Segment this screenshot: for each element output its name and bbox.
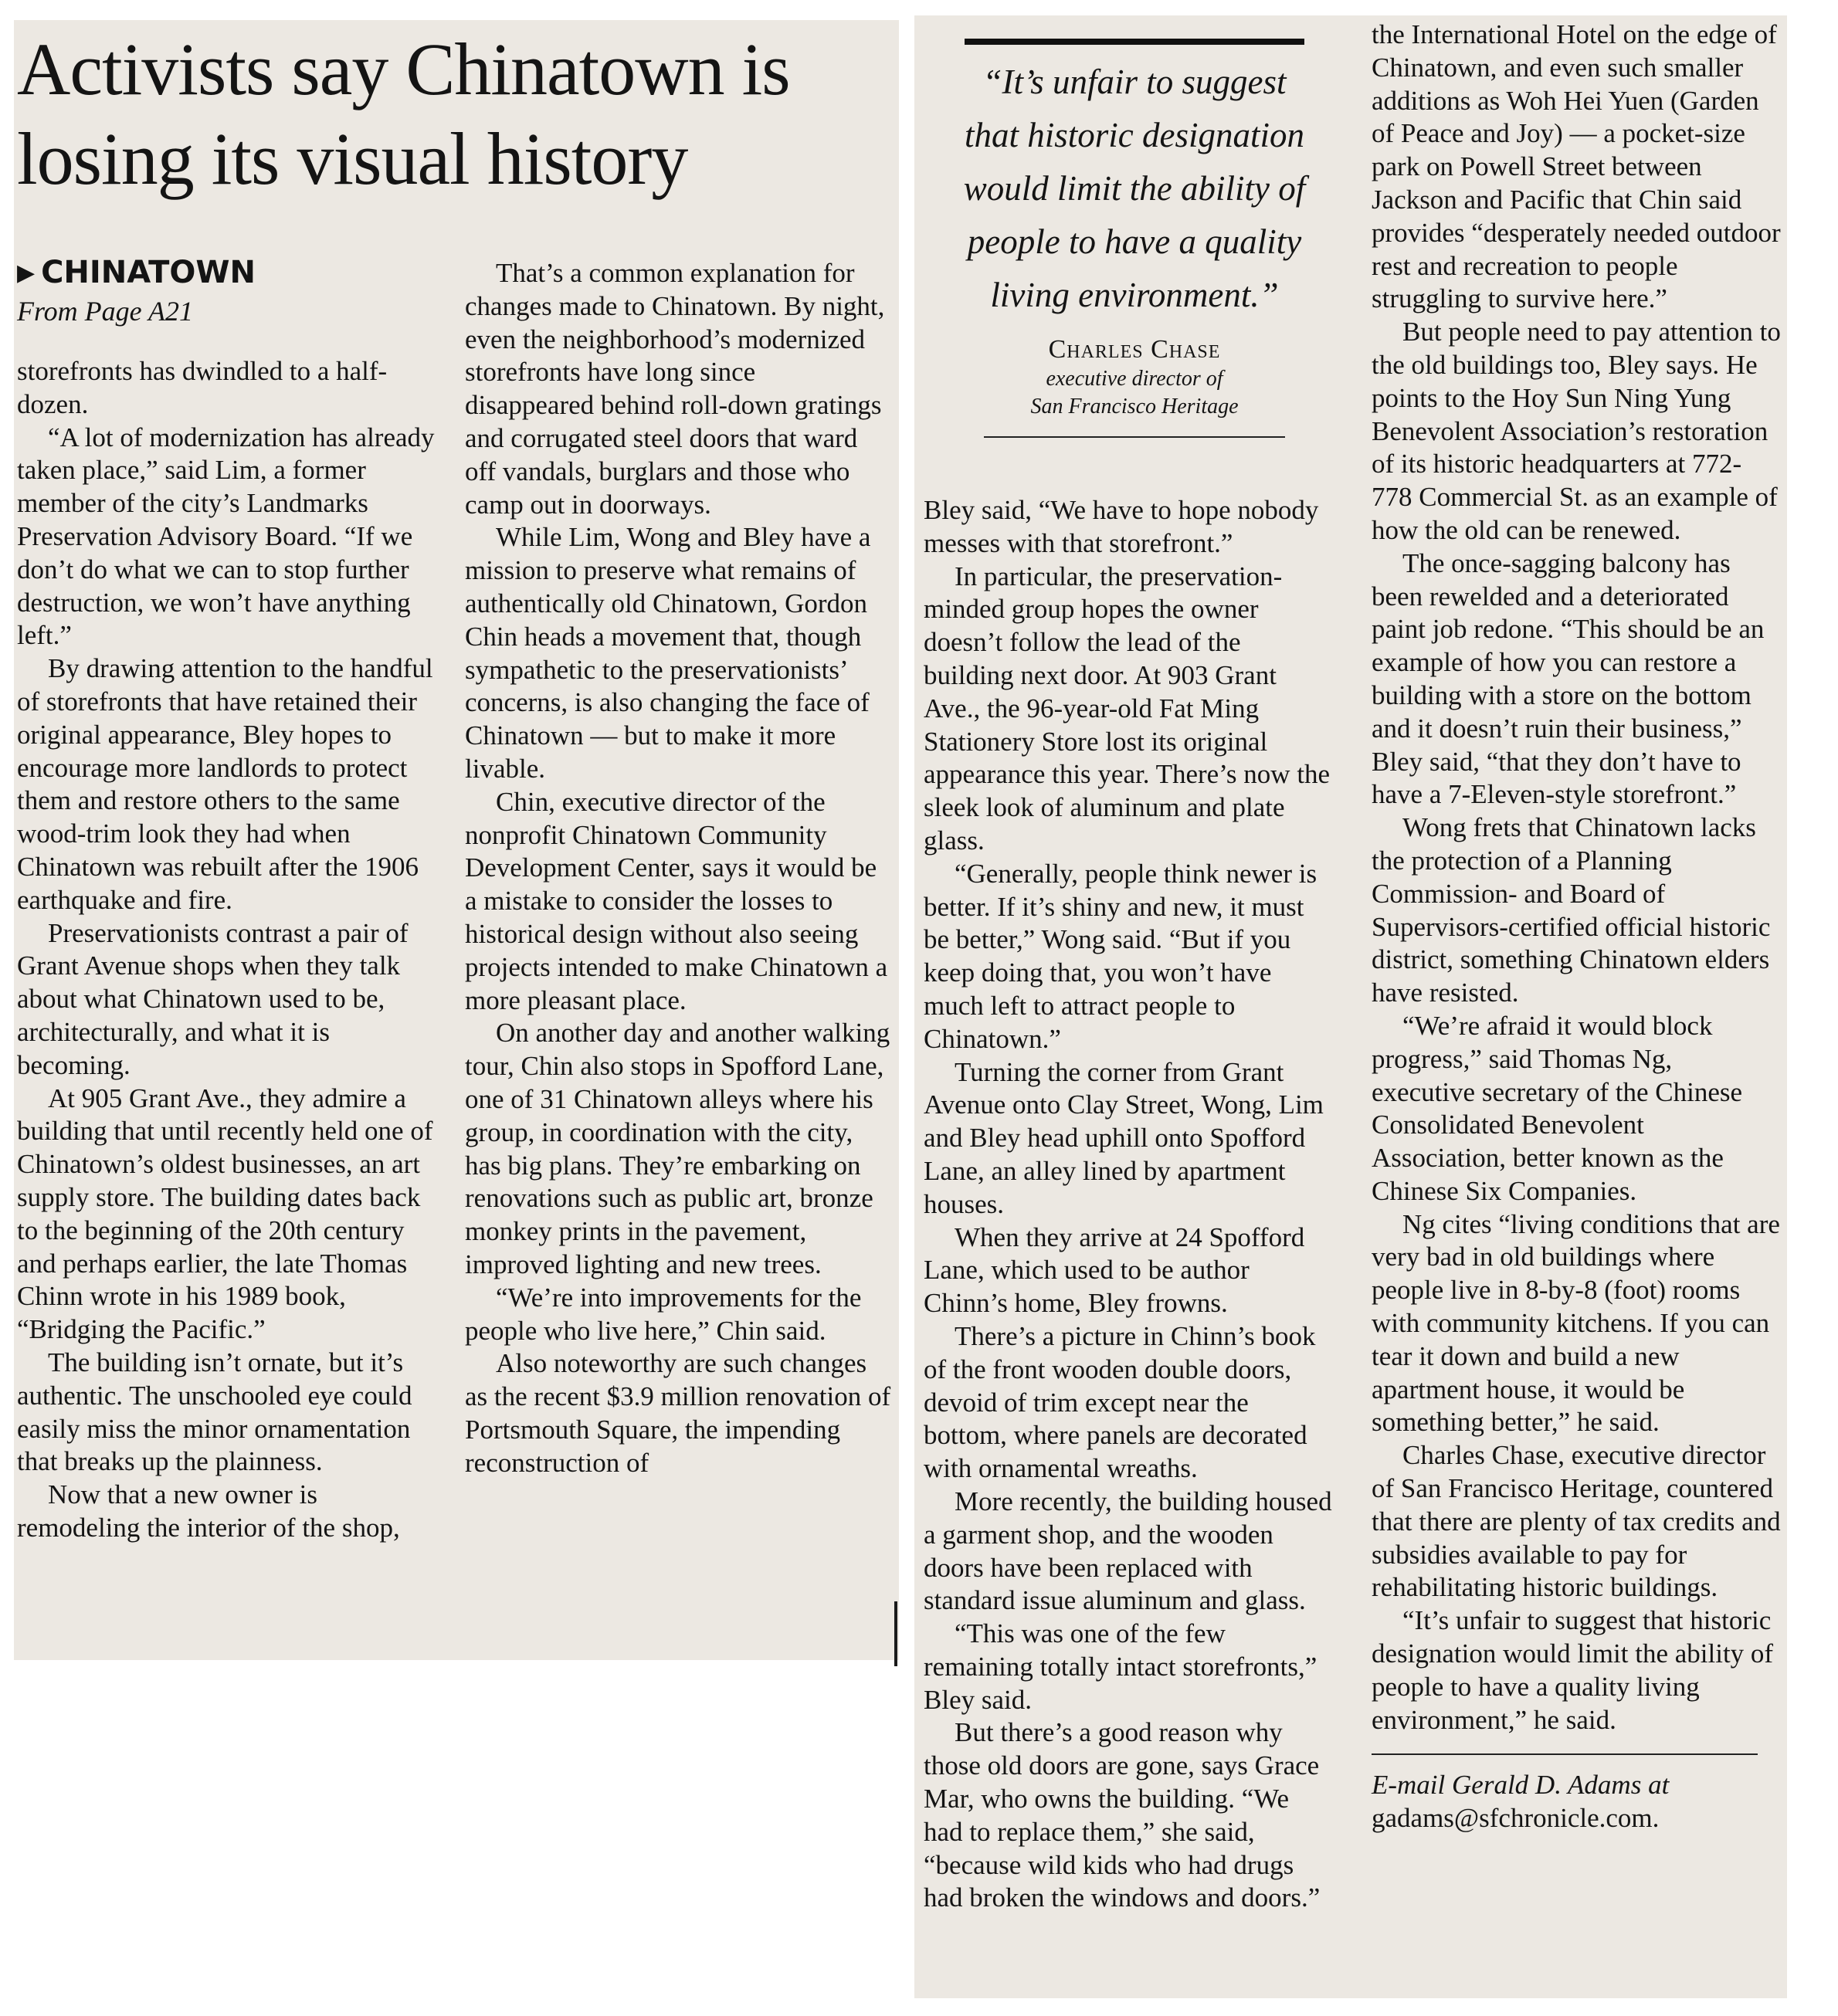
column-divider [894, 1601, 897, 1666]
paragraph: There’s a picture in Chinn’s book of the front wooden double doors, devoid of trim except near the bottom, where panels are decorated with ornamental wreaths. [924, 1320, 1316, 1484]
paragraph: In particular, the preservation-minded group hopes the owner doesn’t follow the lead of the building next door. At 903 Grant Ave., the 96-year-old Fat Ming Stationery Store lost its original appearance this year. There’s now the sleek look of aluminum and plate glass. [924, 561, 1331, 856]
paragraph: Turning the corner from Grant Avenue onto Clay Street, Wong, Lim and Bley head uphill onto Spofford Lane, an alley lined by apartment houses. [924, 1056, 1324, 1219]
pull-quote-top-rule [965, 39, 1304, 45]
signoff-rule [1372, 1753, 1758, 1755]
continued-from: From Page A21 [17, 296, 193, 327]
paragraph: On another day and another walking tour, Chin also stops in Spofford Lane, one of 31 Chinatown alleys where his group, in coordination with the city, has big plans. They’re embarking on renovations such as public art, bronze monkey prints in the pavement, improved lighting and new trees. [465, 1018, 890, 1279]
column-2 [465, 257, 891, 1479]
paragraph: Preservationists contrast a pair of Grant Avenue shops when they talk about what Chinatown used to be, architecturally, and what it is becoming. [17, 917, 409, 1080]
column-3 [924, 494, 1333, 1915]
paragraph: Bley said, “We have to hope nobody messes with that storefront.” [924, 495, 1319, 558]
pull-quote-attribution-name: Charles Chase [1048, 335, 1221, 364]
paragraph: “We’re into improvements for the people who live here,” Chin said. [465, 1282, 862, 1346]
paragraph: “Generally, people think newer is better. If it’s shiny and new, it must be better,” Wong said. “But if you keep doing that, you won’t have much left to attract people to Chinatown.” [924, 858, 1317, 1054]
paragraph: storefronts has dwindled to a half-dozen. [17, 356, 388, 419]
paragraph: Chin, executive director of the nonprofit Chinatown Community Development Center, says it would be a mistake to consider the losses to historical design without also seeing projects intended to make Chinatown a more pleasant place. [465, 786, 888, 1015]
paragraph: While Lim, Wong and Bley have a mission to preserve what remains of authentically old Chinatown, Gordon Chin heads a movement that, though sympathetic to the preservationists’ concerns, is also changing the face of Chinatown — but to make it more livable. [465, 522, 871, 784]
section-label: CHINATOWN [41, 255, 256, 290]
paragraph: Now that a new owner is remodeling the interior of the shop, [17, 1479, 400, 1543]
pull-quote-attribution-org: San Francisco Heritage [1030, 395, 1239, 418]
right-clipping [914, 15, 1787, 1998]
pull-quote-text: “It’s unfair to suggest that historic designation would limit the ability of people to have a quality living environment.” [963, 63, 1306, 314]
paragraph: More recently, the building housed a garment shop, and the wooden doors have been replaced with standard issue aluminum and glass. [924, 1486, 1332, 1616]
signoff-line: E-mail Gerald D. Adams at [1372, 1770, 1670, 1801]
paragraph: The once-sagging balcony has been rewelded and a deteriorated paint job redone. “This should be an example of how you can restore a building with a store on the bottom and it doesn’t ruin their business,” Bley said, “that they don’t have to have a 7-Eleven-style storefront.” [1372, 547, 1765, 810]
signoff-email: gadams@sfchronicle.com. [1372, 1803, 1660, 1834]
paragraph: “It’s unfair to suggest that historic designation would limit the ability of people to have a quality living environment,” he said. [1372, 1605, 1774, 1735]
paragraph: The building isn’t ornate, but it’s authentic. The unschooled eye could easily miss the minor ornamentation that breaks up the plainness. [17, 1347, 412, 1477]
column-1 [17, 355, 443, 1545]
pull-quote-bottom-rule [984, 436, 1285, 438]
paragraph: “This was one of the few remaining totally intact storefronts,” Bley said. [924, 1618, 1317, 1715]
pull-quote [953, 39, 1316, 438]
headline: Activists say Chinatown is losing its visual history [17, 28, 790, 200]
paragraph: the International Hotel on the edge of Chinatown, and even such smaller additions as Woh Hei Yuen (Garden of Peace and Joy) — a pocket-size park on Powell Street between Jackson and Pacific that Chin said provides “desperately needed outdoor rest and recreation to people struggling to survive here.” [1372, 19, 1781, 314]
paragraph: Ng cites “living conditions that are very bad in old buildings where people live in 8-by-8 (foot) rooms with community kitchens. If you can tear it down and build a new apartment house, it would be something better,” he said. [1372, 1208, 1780, 1438]
paragraph: When they arrive at 24 Spofford Lane, which used to be author Chinn’s home, Bley frowns. [924, 1221, 1305, 1319]
paragraph: But there’s a good reason why those old doors are gone, says Grace Mar, who owns the building. “We had to replace them,” she said, “because wild kids who had drugs had broken the windows and doors.” [924, 1717, 1321, 1913]
paragraph: Wong frets that Chinatown lacks the protection of a Planning Commission- and Board of Supervisors-certified official historic district, something Chinatown elders have resisted. [1372, 812, 1771, 1008]
section-kicker [17, 256, 256, 290]
paragraph: By drawing attention to the handful of storefronts that have retained their original appearance, Bley hopes to encourage more landlords to protect them and restore others to the same wood-trim look they had when Chinatown was rebuilt after the 1906 earthquake and fire. [17, 653, 433, 915]
pull-quote-attribution-title: executive director of [1046, 367, 1223, 391]
paragraph: Also noteworthy are such changes as the recent $3.9 million renovation of Portsmouth Square, the impending reconstruction of [465, 1348, 891, 1478]
column-4 [1372, 19, 1781, 1835]
paragraph: But people need to pay attention to the old buildings too, Bley says. He points to the Hoy Sun Ning Yung Benevolent Association’s restoration of its historic headquarters at 772-778 Commercial St. as an example of how the old can be renewed. [1372, 317, 1781, 545]
triangle-icon: ▶ [17, 259, 36, 286]
paragraph: Charles Chase, executive director of San Francisco Heritage, countered that there are plenty of tax credits and subsidies available to pay for rehabilitating historic buildings. [1372, 1440, 1781, 1603]
paragraph: At 905 Grant Ave., they admire a building that until recently held one of Chinatown’s oldest businesses, an art supply store. The building dates back to the beginning of the 20th century and perhaps earlier, the late Thomas Chinn wrote in his 1989 book, “Bridging the Pacific.” [17, 1083, 433, 1345]
paragraph: That’s a common explanation for changes made to Chinatown. By night, even the neighborhood’s modernized storefronts have long since disappeared behind roll-down gratings and corrugated steel doors that ward off vandals, burglars and those who camp out in doorways. [465, 258, 885, 520]
left-clipping [14, 20, 899, 1660]
paragraph: “We’re afraid it would block progress,” said Thomas Ng, executive secretary of the Chinese Consolidated Benevolent Association, better known as the Chinese Six Companies. [1372, 1010, 1743, 1206]
paragraph: “A lot of modernization has already taken place,” said Lim, a former member of the city’s Landmarks Preservation Advisory Board. “If we don’t do what we can to stop further destruction, we won’t have anything left.” [17, 422, 435, 651]
